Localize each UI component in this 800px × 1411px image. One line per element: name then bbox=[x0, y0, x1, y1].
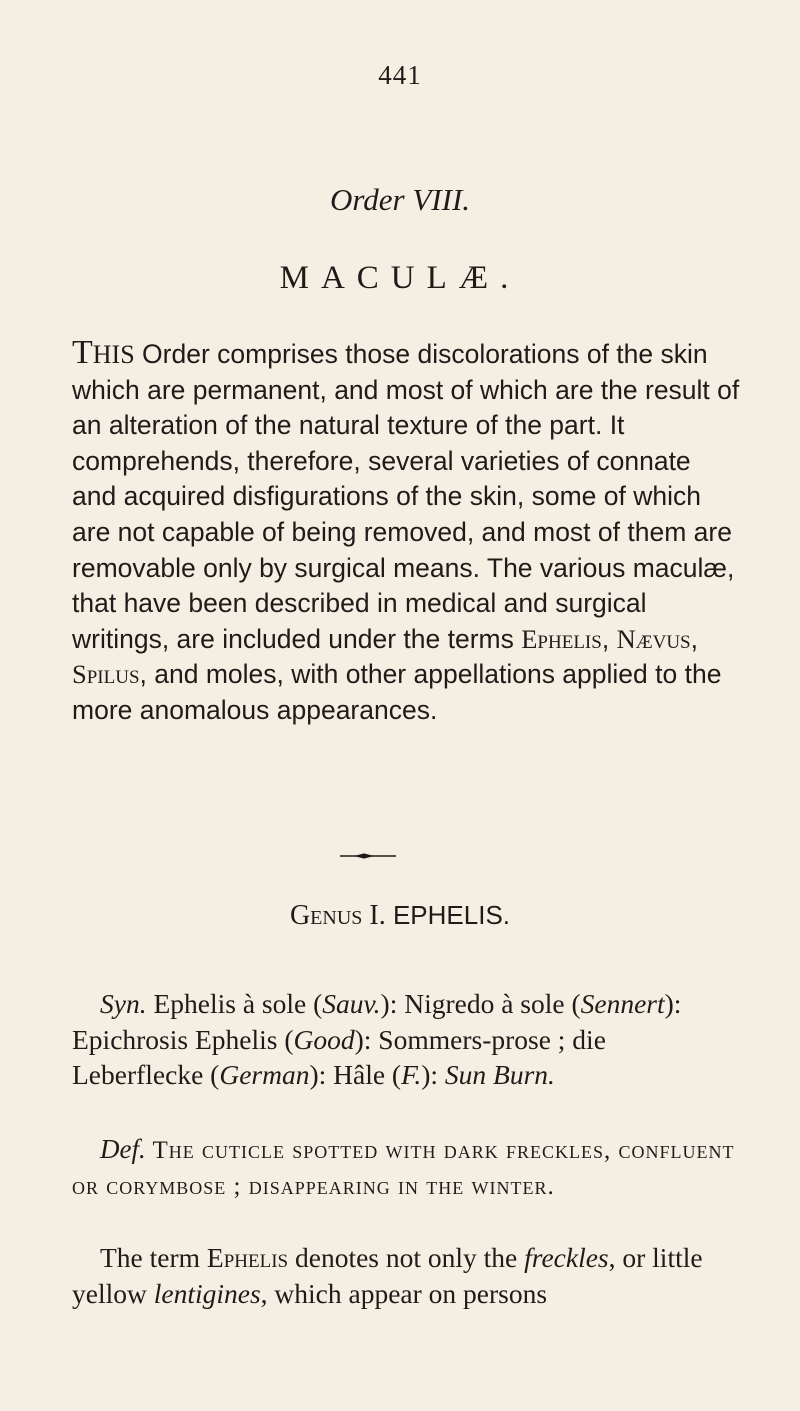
term-spilus: Spilus bbox=[72, 659, 140, 690]
intro-paragraph bbox=[72, 335, 740, 729]
tail-text: denotes not only the bbox=[288, 1242, 525, 1273]
tail-text: , or little yellow bbox=[72, 1242, 703, 1309]
syn-text: ): Nigredo à sole ( bbox=[380, 988, 581, 1019]
page-number: 441 bbox=[378, 60, 422, 90]
drop-initial: T bbox=[72, 334, 93, 371]
tail-italic: freckles bbox=[524, 1242, 609, 1273]
syn-text: ): Sommers-prose ; die Leberflecke ( bbox=[72, 1023, 606, 1090]
intro-sep-2: , bbox=[690, 623, 698, 654]
syn-authority: Sun Burn. bbox=[444, 1059, 555, 1090]
tail-text: The term bbox=[100, 1242, 207, 1273]
ephelis-description bbox=[72, 1240, 740, 1311]
order-heading: Order VIII. bbox=[329, 182, 471, 217]
genus-label: Genus I. bbox=[289, 900, 386, 931]
order-title: MACULÆ. bbox=[279, 260, 521, 296]
genus-name: EPHELIS. bbox=[392, 900, 511, 930]
intro-text-1: Order comprises those discolorations of the skin which are permanent, and most of which are the result of an alteration of the natural texture of the part. It comprehends, therefore, several varieties of connate and acquired disfigurations of the skin, some of which are not capable of being removed, and most of them are removable only by surgical means. The various maculæ, that have been described in medical and surgical writings, are included under the terms bbox=[72, 339, 740, 654]
term-ephelis: Ephelis bbox=[521, 623, 602, 654]
def-text: The cuticle spotted with dark freckles, confluent or corymbose ; disappearing in the winter. bbox=[72, 1137, 735, 1200]
syn-authority: F. bbox=[401, 1059, 422, 1090]
syn-authority: German bbox=[219, 1059, 310, 1090]
first-word-rest: HIS bbox=[92, 340, 135, 369]
genus-heading bbox=[0, 900, 800, 932]
ornament-separator bbox=[340, 853, 396, 859]
def-label: Def. bbox=[100, 1134, 146, 1164]
syn-label: Syn. bbox=[100, 988, 147, 1019]
syn-authority: Sauv. bbox=[322, 988, 381, 1019]
term-ephelis: Ephelis bbox=[206, 1242, 289, 1273]
definition-paragraph bbox=[72, 1132, 740, 1204]
syn-text: ): Hâle ( bbox=[309, 1059, 402, 1090]
tail-text: , which appear on persons bbox=[260, 1277, 548, 1309]
syn-text: Ephelis à sole ( bbox=[146, 988, 323, 1019]
syn-authority: Sennert bbox=[580, 988, 665, 1019]
term-naevus: Nævus bbox=[616, 623, 691, 654]
intro-sep-1: , bbox=[601, 623, 617, 654]
synonyms-paragraph bbox=[72, 986, 740, 1093]
syn-text: ): bbox=[421, 1059, 445, 1090]
tail-italic: lentigines bbox=[153, 1277, 261, 1309]
intro-text-2: , and moles, with other appellations applied to the more anomalous appearances. bbox=[72, 659, 722, 725]
syn-text: ): Epichrosis Ephelis ( bbox=[72, 988, 682, 1055]
syn-authority: Good bbox=[293, 1023, 355, 1055]
